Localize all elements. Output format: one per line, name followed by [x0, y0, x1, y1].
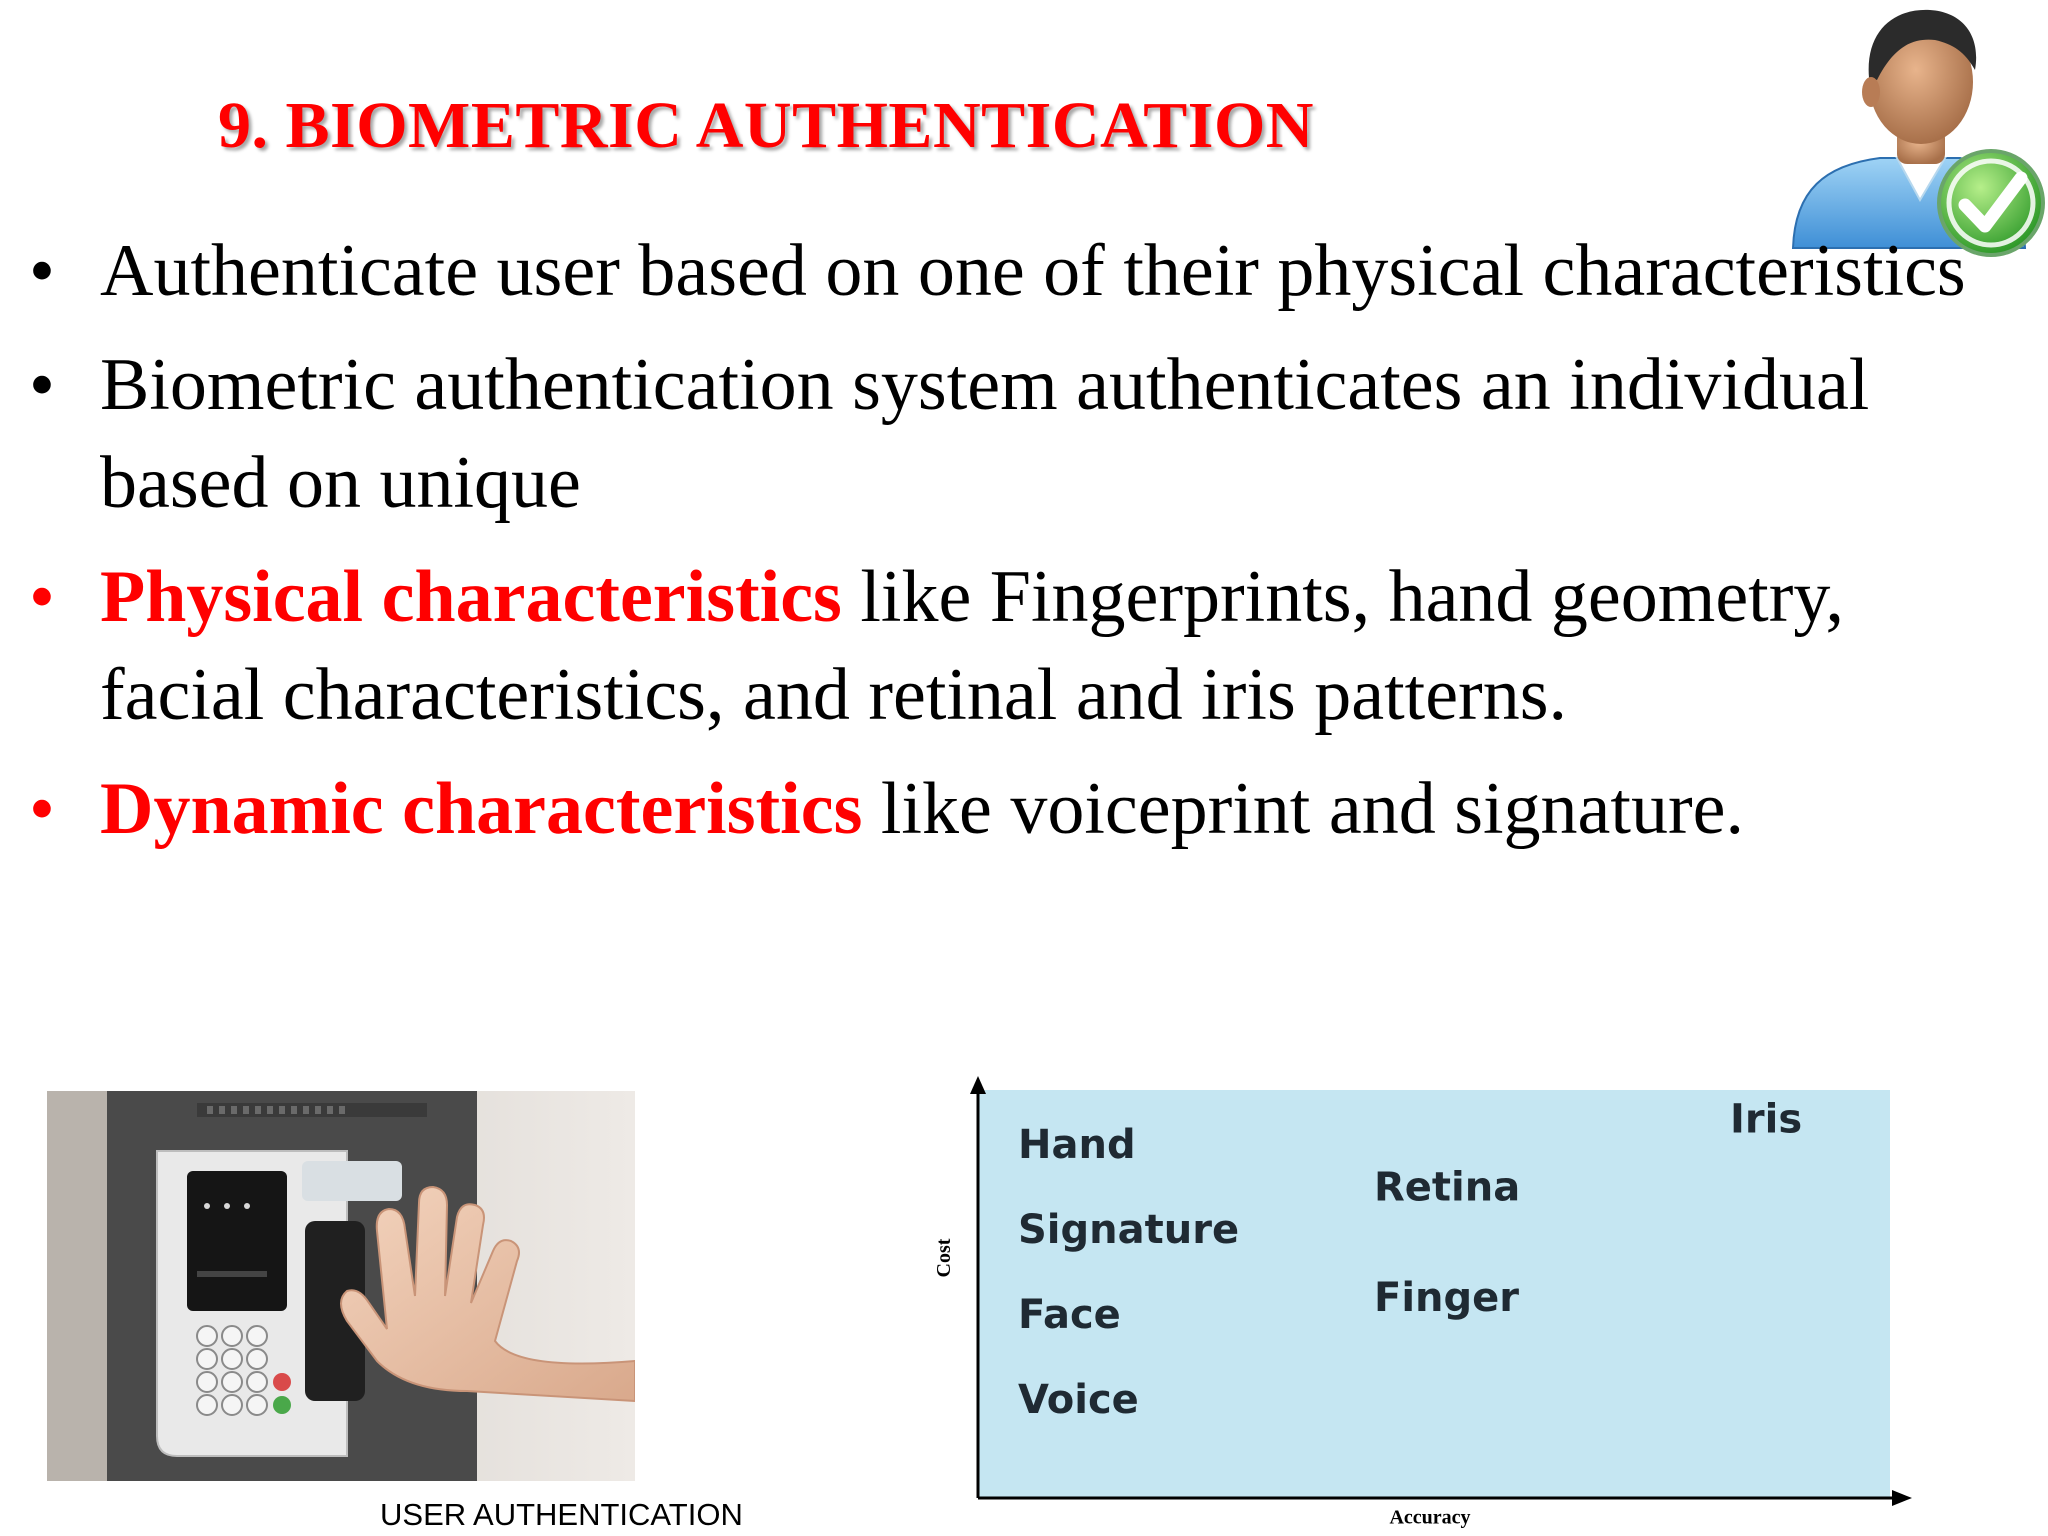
chart-label-signature: Signature — [1018, 1207, 1240, 1253]
bullet-dot: • — [29, 344, 55, 426]
x-axis-label: Accuracy — [1389, 1506, 1471, 1529]
cost-accuracy-chart — [920, 1068, 1920, 1536]
chart-label-hand: Hand — [1018, 1122, 1136, 1168]
y-axis-arrow — [970, 1076, 986, 1094]
bullet-item — [22, 336, 2012, 532]
bullet-dot: • — [29, 768, 55, 850]
bullet-dot: • — [29, 556, 55, 638]
bullet-item — [22, 760, 2012, 858]
slide-title: 9. BIOMETRIC AUTHENTICATION — [218, 89, 1314, 162]
scanner-display — [187, 1171, 287, 1311]
bullet-dot: • — [29, 230, 55, 312]
user-verified-icon — [1785, 0, 2048, 260]
bullet-item — [22, 548, 2012, 744]
bullet-text: Biometric authentication system authenticates an individual based on unique — [100, 344, 1870, 524]
chart-label-face: Face — [1018, 1292, 1121, 1338]
photo-caption: USER AUTHENTICATION — [380, 1497, 743, 1532]
bullet-highlight: Dynamic characteristics — [100, 768, 863, 850]
bullet-item — [22, 222, 2012, 320]
chart-label-voice: Voice — [1018, 1377, 1139, 1423]
chart-label-iris: Iris — [1730, 1096, 1803, 1143]
biometric-scanner-photo — [47, 1091, 635, 1481]
chart-label-retina: Retina — [1374, 1164, 1521, 1211]
bullet-text: Authenticate user based on one of their physical characteristics — [100, 230, 1966, 312]
chart-label-finger: Finger — [1374, 1275, 1519, 1321]
x-axis-arrow — [1892, 1490, 1912, 1506]
bullet-text: like voiceprint and signature. — [862, 768, 1744, 850]
bullet-highlight: Physical characteristics — [100, 556, 842, 638]
bullet-list — [22, 222, 2012, 874]
y-axis-label: Cost — [933, 1238, 955, 1278]
bullet-text: like Fingerprints, hand geometry, facial characteristics, and retinal and iris patterns. — [100, 556, 1845, 736]
